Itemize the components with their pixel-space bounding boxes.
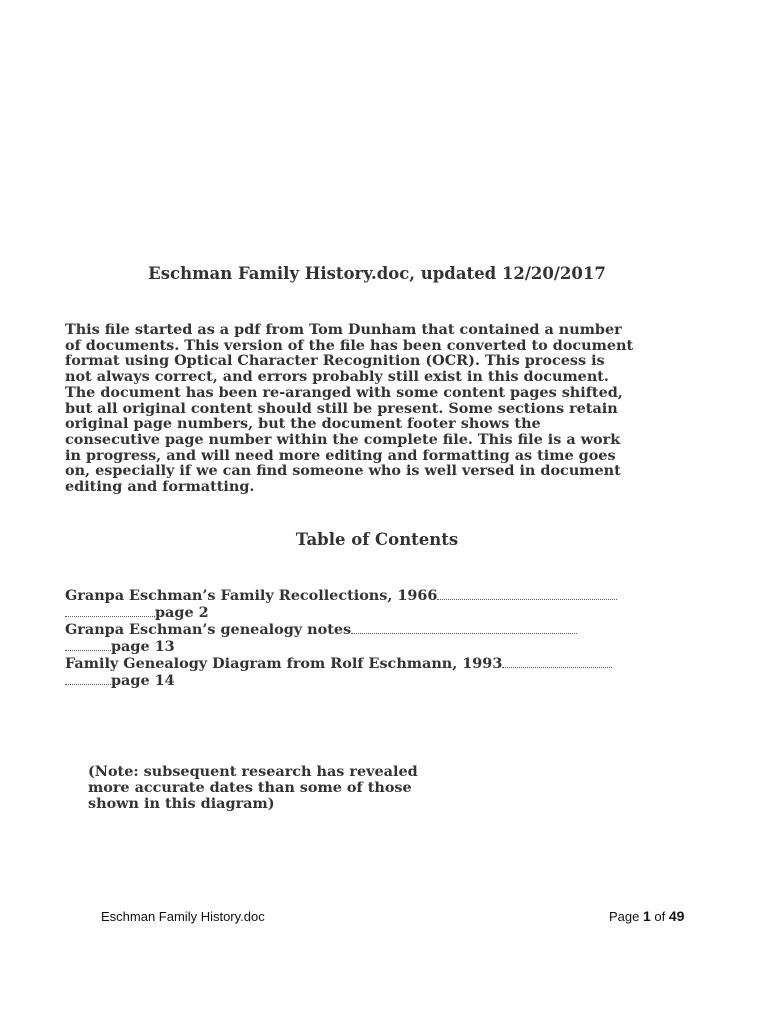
toc-leader-dots bbox=[65, 650, 111, 651]
toc-heading: Table of Contents bbox=[295, 530, 459, 549]
toc-leader-dots bbox=[437, 599, 617, 600]
intro-line: in progress, and will need more editing and formatting as time goes bbox=[65, 446, 616, 464]
intro-line: editing and formatting. bbox=[65, 478, 255, 496]
note-line: (Note: subsequent research has revealed bbox=[88, 763, 418, 780]
footer-page-label: Page bbox=[609, 909, 640, 924]
note-line: more accurate dates than some of those bbox=[88, 779, 412, 796]
intro-line: original page numbers, but the document footer shows the bbox=[65, 415, 541, 433]
footer-filename: Eschman Family History.doc bbox=[101, 909, 265, 924]
document-title: Eschman Family History.doc, updated 12/20/2017 bbox=[148, 264, 606, 283]
toc-entry-title-line[interactable] bbox=[65, 621, 665, 638]
intro-line: but all original content should still be present. Some sections retain bbox=[65, 399, 618, 417]
toc-entry-page-line[interactable] bbox=[65, 604, 665, 621]
toc-leader-dots bbox=[65, 616, 155, 617]
toc-leader-dots bbox=[502, 667, 612, 668]
toc-leader-dots bbox=[351, 633, 577, 634]
table-of-contents bbox=[65, 587, 665, 689]
footer-of-label: of bbox=[654, 909, 666, 924]
toc-entry-title[interactable]: Family Genealogy Diagram from Rolf Eschmann, 1993 bbox=[65, 655, 503, 672]
toc-entry-page-line[interactable] bbox=[65, 638, 665, 655]
toc-entry-title-line[interactable] bbox=[65, 655, 665, 672]
toc-entry-page[interactable]: page 14 bbox=[111, 672, 175, 689]
intro-line: not always correct, and errors probably still exist in this document. bbox=[65, 368, 609, 386]
toc-entry-page[interactable]: page 2 bbox=[155, 604, 209, 621]
toc-entry-page[interactable]: page 13 bbox=[111, 638, 175, 655]
footer-page-number bbox=[609, 908, 684, 924]
intro-line: consecutive page number within the complete file. This file is a work bbox=[65, 430, 621, 448]
toc-entry-title[interactable]: Granpa Eschman’s genealogy notes bbox=[65, 621, 352, 638]
toc-entry-page-line[interactable] bbox=[65, 672, 665, 689]
intro-line: of documents. This version of the file has been converted to document bbox=[65, 336, 634, 354]
intro-line: The document has been re-aranged with some content pages shifted, bbox=[65, 383, 623, 401]
intro-paragraph bbox=[65, 322, 705, 495]
intro-line: This file started as a pdf from Tom Dunham that contained a number bbox=[65, 321, 622, 338]
footer-page-current: 1 bbox=[643, 908, 651, 924]
intro-line: on, especially if we can find someone who is well versed in document bbox=[65, 462, 621, 480]
note-line: shown in this diagram) bbox=[88, 795, 275, 812]
toc-entry-title[interactable]: Granpa Eschman’s Family Recollections, 1966 bbox=[65, 587, 438, 604]
toc-leader-dots bbox=[65, 684, 111, 685]
intro-line: format using Optical Character Recognition (OCR). This process is bbox=[65, 352, 605, 370]
toc-entry-title-line[interactable] bbox=[65, 587, 665, 604]
diagram-note bbox=[88, 764, 488, 812]
footer-page-total: 49 bbox=[668, 908, 685, 924]
